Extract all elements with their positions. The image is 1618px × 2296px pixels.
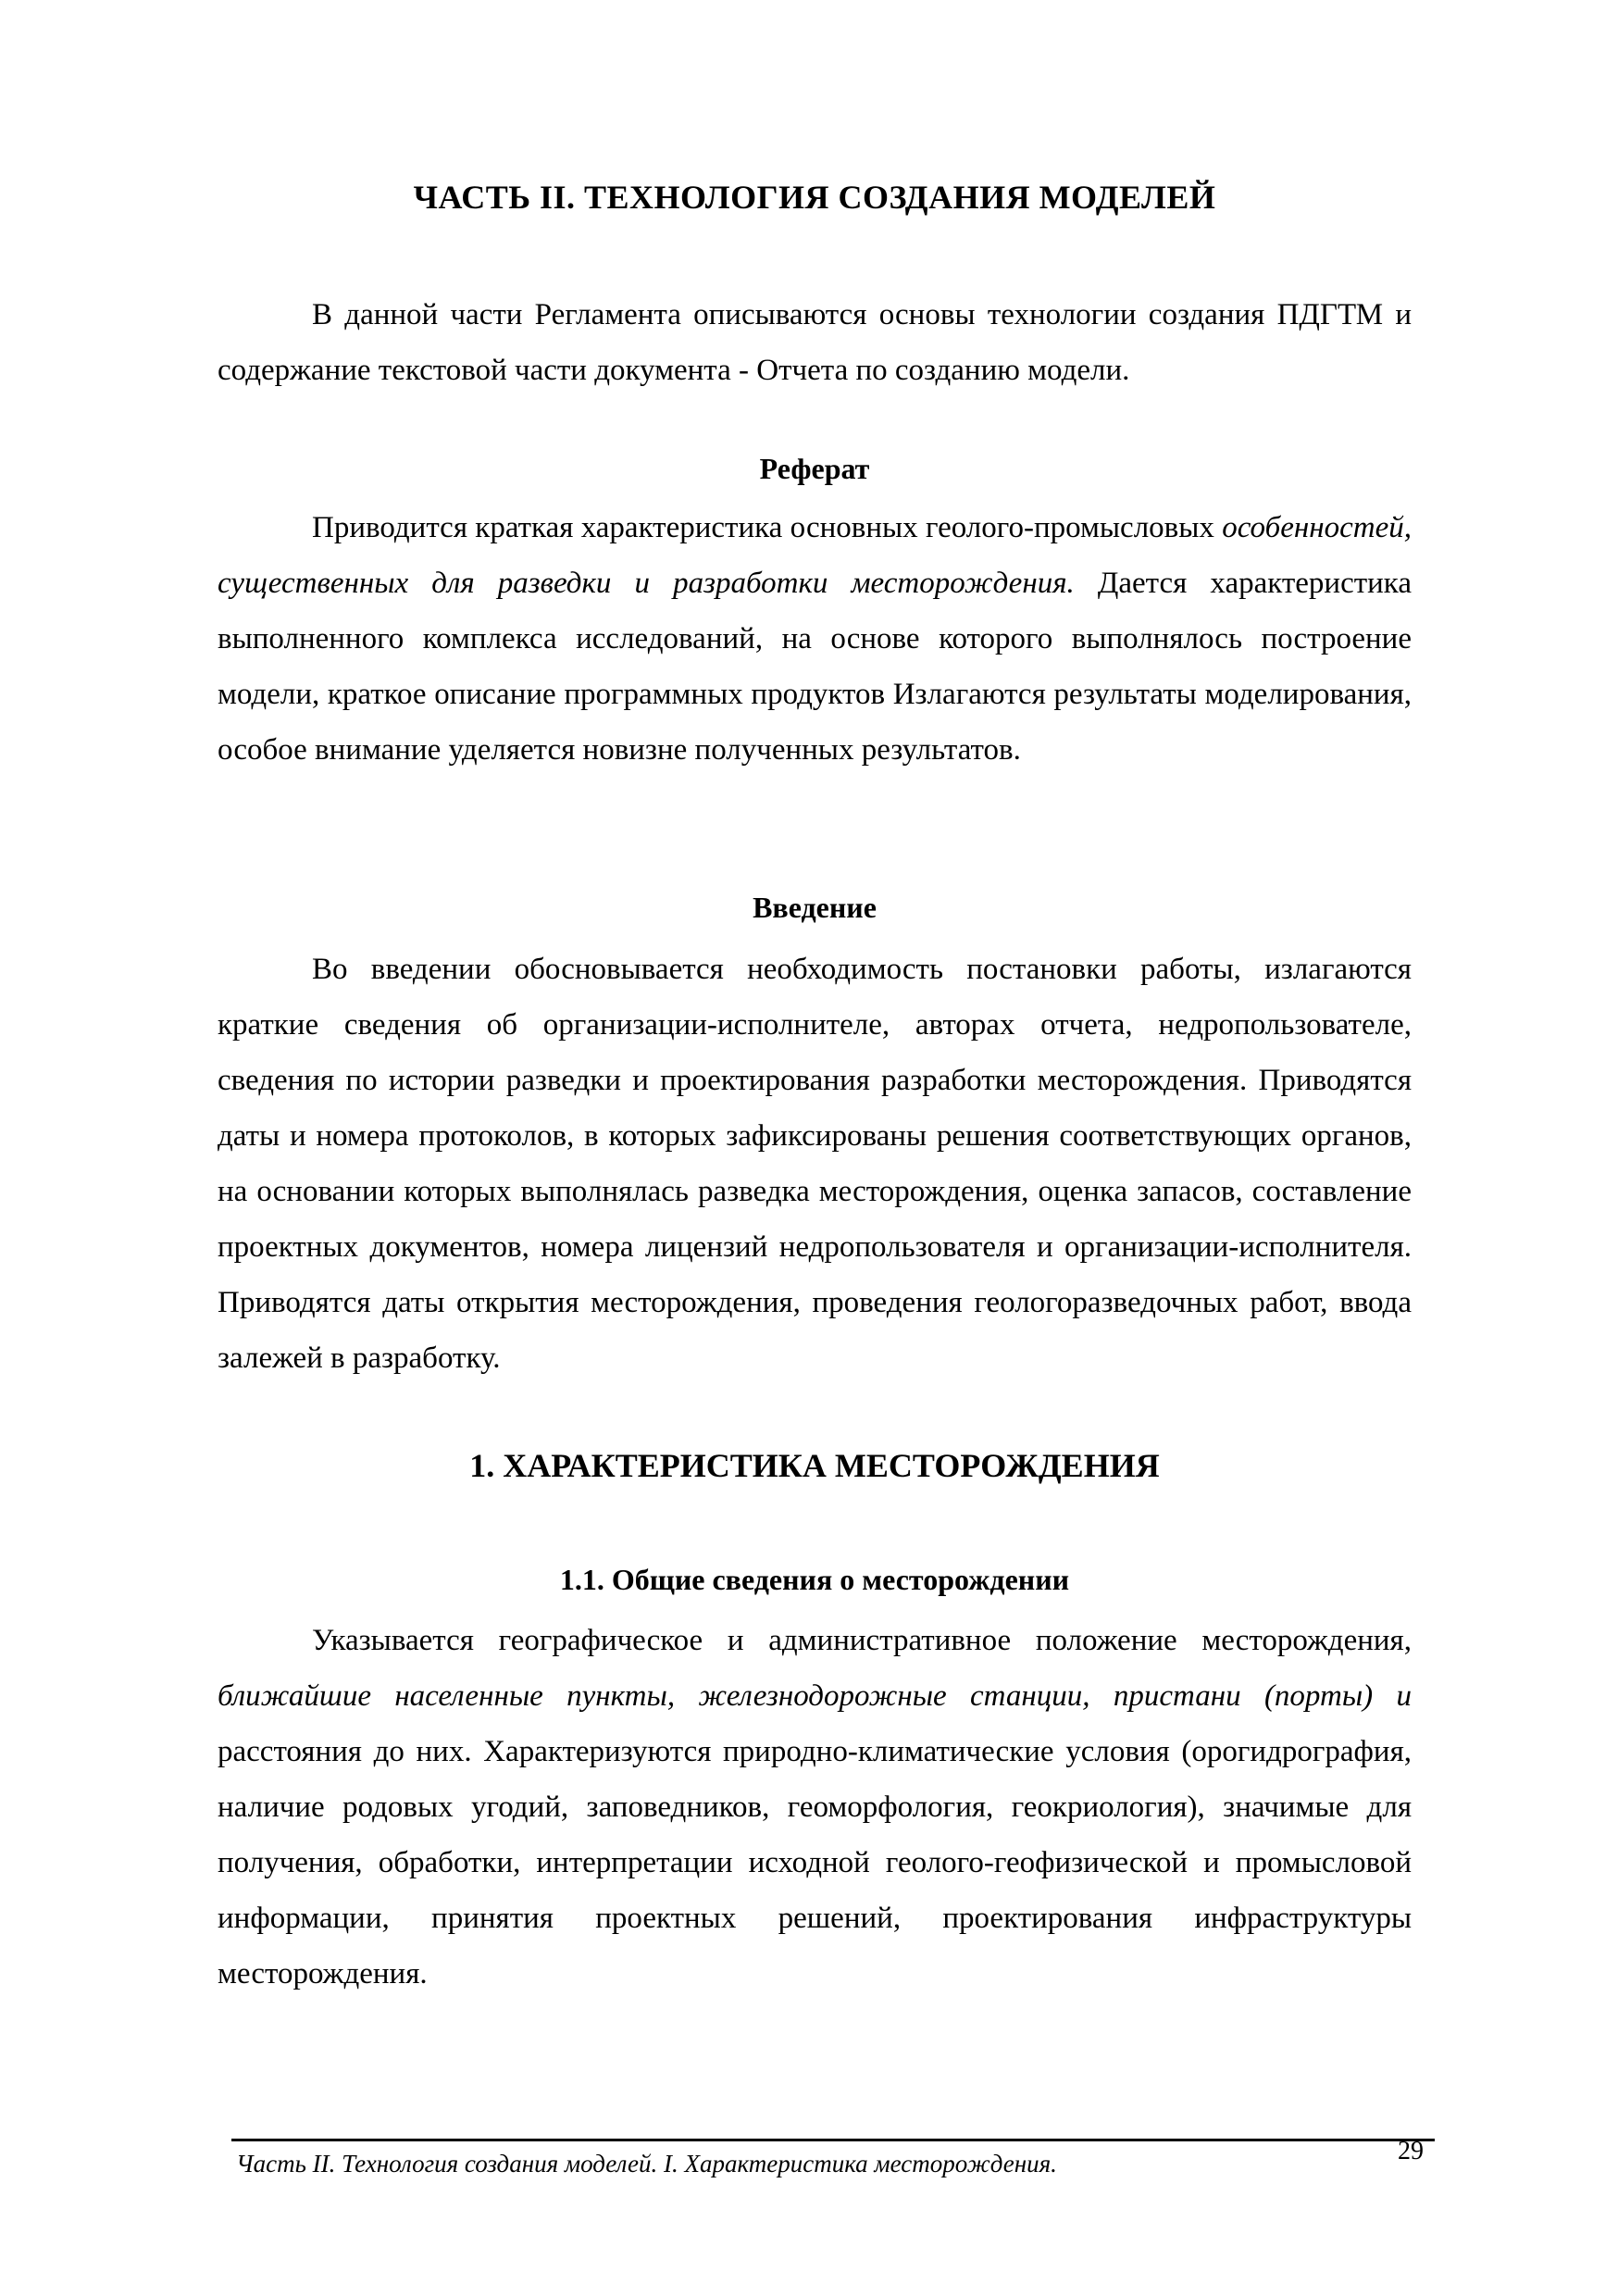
section-1-1-text-part-1: Указывается географическое и административное положение месторождения, (312, 1624, 1412, 1657)
intro-paragraph: В данной части Регламента описываются основы технологии создания ПДГТМ и содержание текстовой части документа - Отчета по созданию модели. (218, 298, 1412, 387)
section-1-1-heading: 1.1. Общие сведения о месторождении (559, 1563, 1070, 1596)
intro-paragraph-block (218, 287, 1412, 398)
page-number: 29 (1398, 2137, 1424, 2165)
section-1-1-paragraph (218, 1613, 1412, 2002)
section-1-1-paragraph-block (218, 1613, 1412, 2002)
section-1-1-text-part-2: расстояния до них. Характеризуются природно-климатические условия (орогидрография, наличие родовых угодий, заповедников, геоморфология, геокриология), значимые для получения, обработки, интерпретации исходной геолого-геофизической и промысловой информации, принятия проектных решений, проектирования инфраструктуры месторождения. (218, 1735, 1412, 1990)
footer-rule (231, 2139, 1435, 2141)
part-title: ЧАСТЬ II. ТЕХНОЛОГИЯ СОЗДАНИЯ МОДЕЛЕЙ (413, 179, 1216, 216)
vvedenie-paragraph: Во введении обосновывается необходимость постановки работы, излагаются краткие сведения об организации-исполнителе, авторах отчета, недропользователе, сведения по истории разведки и проектирования разработки месторождения. Приводятся даты и номера протоколов, в которых зафиксированы решения соответствующих органов, на основании которых выполнялась разведка месторождения, оценка запасов, составление проектных документов, номера лицензий недропользователя и организации-исполнителя. Приводятся даты открытия месторождения, проведения геологоразведочных работ, ввода залежей в разработку. (218, 953, 1412, 1375)
footer-running-title: Часть II. Технология создания моделей. I. Характеристика месторождения. (236, 2150, 1057, 2177)
referat-text-italic: особенностей, существенных для разведки и разработки месторождения. (218, 511, 1412, 600)
referat-text-part-1: Приводится краткая характеристика основных геолого-промысловых (312, 511, 1223, 544)
vvedenie-paragraph-block (218, 942, 1412, 1386)
referat-paragraph-block (218, 500, 1412, 778)
chapter-heading: 1. ХАРАКТЕРИСТИКА МЕСТОРОЖДЕНИЯ (469, 1447, 1160, 1484)
vvedenie-heading: Введение (753, 891, 877, 924)
referat-heading: Реферат (759, 452, 870, 485)
referat-paragraph (218, 500, 1412, 778)
section-1-1-text-italic: ближайшие населенные пункты, железнодорожные станции, пристани (порты) и (218, 1679, 1412, 1713)
referat-text-part-2: Дается характеристика выполненного комплекса исследований, на основе которого выполнялось построение модели, краткое описание программных продуктов Излагаются результаты моделирования, особое внимание уделяется новизне полученных результатов. (218, 567, 1412, 767)
